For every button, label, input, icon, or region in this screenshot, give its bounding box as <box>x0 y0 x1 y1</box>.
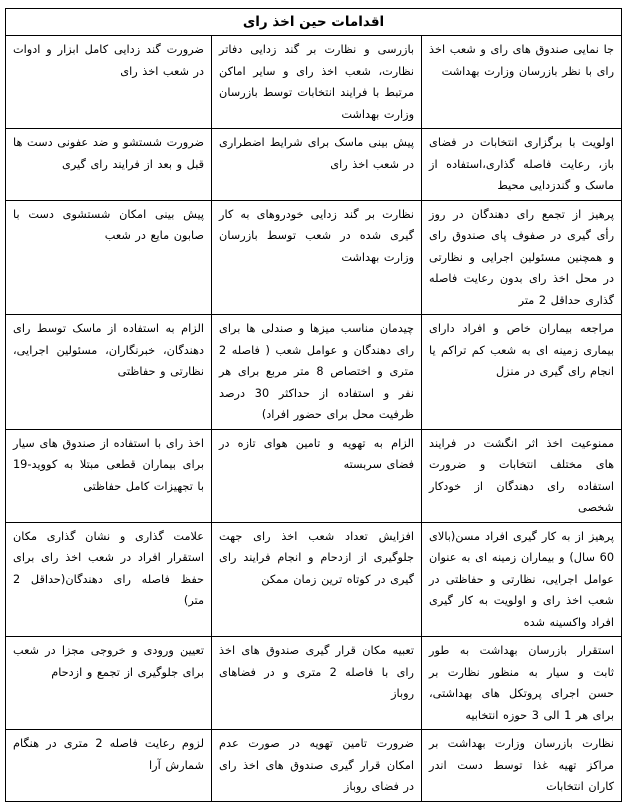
table-cell: چیدمان مناسب میزها و صندلی ها برای رای دهندگان و عوامل شعب ( فاصله 2 متری و اختصاص 8 متر مربع برای هر نفر و استفاده از حداکثر 30 درصد ظرفیت محل برای حضور افراد) <box>212 315 422 430</box>
table-row <box>6 637 622 730</box>
table-row <box>6 315 622 430</box>
table-row <box>6 730 622 802</box>
table-cell: افزایش تعداد شعب اخذ رای جهت جلوگیری از ازدحام و انجام فرایند رای گیری در کوتاه ترین زمان ممکن <box>212 522 422 637</box>
table-cell: ضرورت گند زدایی کامل ابزار و ادوات در شعب اخذ رای <box>6 36 212 129</box>
table-cell: ممنوعیت اخذ اثر انگشت در فرایند های مختلف انتخابات و ضرورت استفاده رای دهندگان از خودکار شخصی <box>422 429 622 522</box>
table-cell: ضرورت تامین تهویه در صورت عدم امکان قرار گیری صندوق های اخذ رای در فضای روباز <box>212 730 422 802</box>
table-cell: پیش بینی ماسک برای شرایط اضطراری در شعب اخذ رای <box>212 129 422 201</box>
table-cell: الزام به تهویه و تامین هوای تازه در فضای سربسته <box>212 429 422 522</box>
table-cell: تعبیه مکان قرار گیری صندوق های اخذ رای با فاصله 2 متری و در فضاهای روباز <box>212 637 422 730</box>
table-title: اقدامات حین اخذ رای <box>6 9 622 36</box>
table-row <box>6 200 622 315</box>
table-cell: پیش بینی امکان شستشوی دست با صابون مایع در شعب <box>6 200 212 315</box>
table-row <box>6 129 622 201</box>
table-row <box>6 522 622 637</box>
table-row <box>6 36 622 129</box>
table-cell: جا نمایی صندوق های رای و شعب اخذ رای با نظر بازرسان وزارت بهداشت <box>422 36 622 129</box>
table-cell: اخذ رای با استفاده از صندوق های سیار برای بیماران قطعی مبتلا به کووید-19 با تجهیزات کامل حفاظتی <box>6 429 212 522</box>
table-cell: مراجعه بیماران خاص و افراد دارای بیماری زمینه ای به شعب کم تراکم یا انجام رای گیری در منزل <box>422 315 622 430</box>
table-cell: اولویت با برگزاری انتخابات در فضای باز، رعایت فاصله گذاری،استفاده از ماسک و گندزدایی محیط <box>422 129 622 201</box>
table-cell: الزام به استفاده از ماسک توسط رای دهندگان، خبرنگاران، مسئولین اجرایی، نظارتی و حفاظتی <box>6 315 212 430</box>
table-cell: علامت گذاری و نشان گذاری مکان استقرار افراد در شعب اخذ رای برای حفظ فاصله رای دهندگان(حداقل 2 متر) <box>6 522 212 637</box>
table-cell: استقرار بازرسان بهداشت به طور ثابت و سیار به منظور نظارت بر حسن اجرای پروتکل های بهداشتی، برای هر 1 الی 3 حوزه انتخابیه <box>422 637 622 730</box>
table-cell: بازرسی و نظارت بر گند زدایی دفاتر نظارت، شعب اخذ رای و سایر اماکن مرتبط با فرایند انتخابات توسط بازرسان وزارت بهداشت <box>212 36 422 129</box>
table-cell: نظارت بر گند زدایی خودروهای به کار گیری شده در شعب توسط بازرسان وزارت بهداشت <box>212 200 422 315</box>
table-cell: ضرورت شستشو و ضد عفونی دست ها قبل و بعد از فرایند رای گیری <box>6 129 212 201</box>
table-row <box>6 429 622 522</box>
title-row <box>6 9 622 36</box>
table-cell: تعیین ورودی و خروجی مجزا در شعب برای جلوگیری از تجمع و ازدحام <box>6 637 212 730</box>
table-cell: پرهیز از به کار گیری افراد مسن(بالای 60 سال) و بیماران زمینه ای به عنوان عوامل اجرایی، نظارتی و حفاظتی در شعب اخذ رای و اولویت به کار گیری افراد واکسینه شده <box>422 522 622 637</box>
voting-measures-table <box>5 8 622 802</box>
table-cell: لزوم رعایت فاصله 2 متری در هنگام شمارش آرا <box>6 730 212 802</box>
table-cell: نظارت بازرسان وزارت بهداشت بر مراکز تهیه غذا توسط دست اندر کاران انتخابات <box>422 730 622 802</box>
table-cell: پرهیز از تجمع رای دهندگان در روز رأی گیری در صفوف پای صندوق رای و همچنین مسئولین اجرایی و نظارتی در محل اخذ رای بدون رعایت فاصله گذاری حداقل 2 متر <box>422 200 622 315</box>
